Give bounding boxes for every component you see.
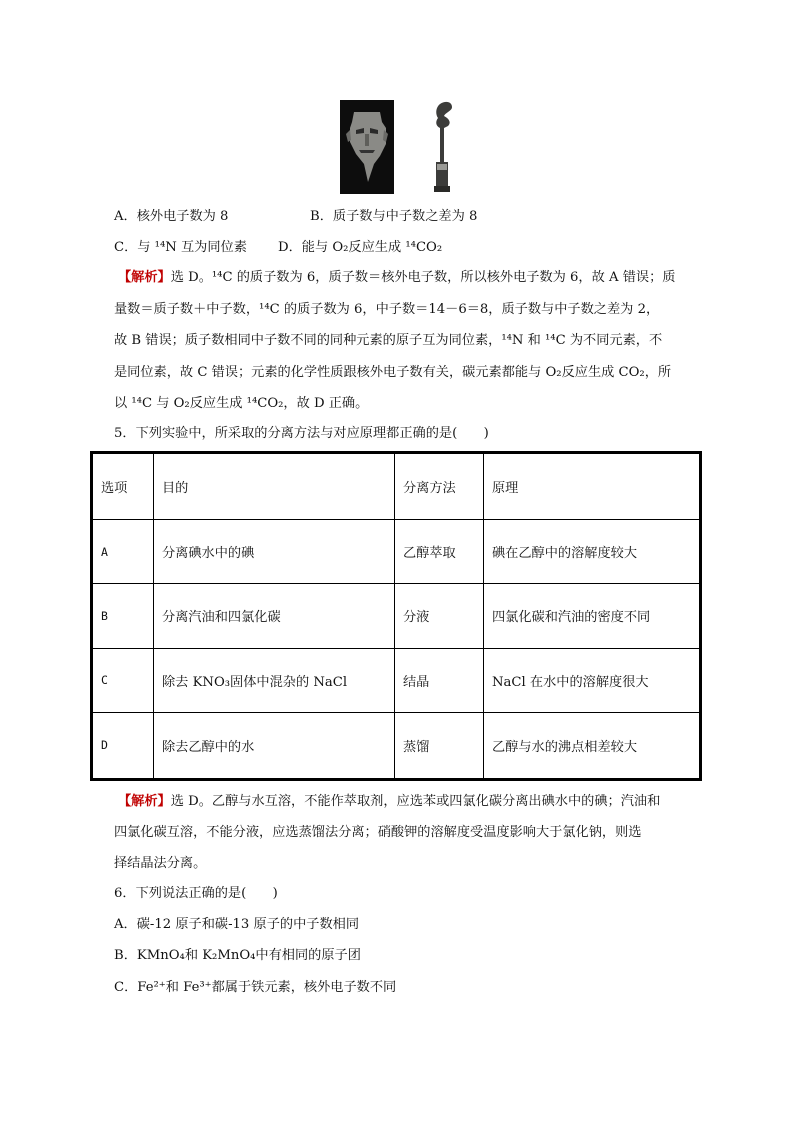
q6-option-c: C．Fe²⁺和 Fe³⁺都属于铁元素，核外电子数不同 (114, 980, 397, 995)
q4-option-a: A．核外电子数为 8 (114, 209, 229, 224)
q5-analysis-line-2: 四氯化碳互溶，不能分液，应选蒸馏法分离；硝酸钾的溶解度受温度影响大于氯化钠，则选 (114, 825, 642, 840)
q4-option-b: B．质子数与中子数之差为 8 (310, 209, 478, 224)
analysis-tag: 【解析】 (118, 270, 171, 285)
table-header-cell: 原理 (484, 453, 701, 520)
q5-analysis-line-1: 【解析】选 D。乙醇与水互溶，不能作萃取剂，应选苯或四氯化碳分离出碘水中的碘；汽油和 (118, 794, 661, 809)
table-cell: 乙醇萃取 (395, 520, 484, 584)
q4-option-d: D．能与 O₂反应生成 ¹⁴CO₂ (278, 240, 443, 255)
analysis-tag: 【解析】 (118, 794, 171, 809)
separation-methods-table (90, 451, 702, 781)
table-header-cell: 目的 (154, 453, 395, 520)
table-cell: 碘在乙醇中的溶解度较大 (484, 520, 701, 584)
q6-stem: 6．下列说法正确的是( ) (114, 886, 278, 901)
q6-option-b: B．KMnO₄和 K₂MnO₄中有相同的原子团 (114, 948, 361, 963)
q4-analysis-line-2: 量数＝质子数＋中子数，¹⁴C 的质子数为 6，中子数＝14－6＝8，质子数与中子数之差为 2， (114, 302, 660, 317)
q5-stem: 5．下列实验中，所采取的分离方法与对应原理都正确的是( ) (114, 426, 489, 441)
table-cell: 分液 (395, 584, 484, 648)
table-row (92, 520, 701, 584)
table-cell: D (92, 712, 154, 779)
table-header-row (92, 453, 701, 520)
table-cell: 除去 KNO₃固体中混杂的 NaCl (154, 648, 395, 712)
table-cell: 分离碘水中的碘 (154, 520, 395, 584)
table-row (92, 584, 701, 648)
table-row (92, 648, 701, 712)
table-header-cell: 选项 (92, 453, 154, 520)
table-cell: 蒸馏 (395, 712, 484, 779)
q5-analysis-line-3: 择结晶法分离。 (114, 856, 207, 871)
table-cell: 分离汽油和四氯化碳 (154, 584, 395, 648)
table-header-cell: 分离方法 (395, 453, 484, 520)
table-cell: NaCl 在水中的溶解度很大 (484, 648, 701, 712)
q6-option-a: A．碳-12 原子和碳-13 原子的中子数相同 (114, 917, 360, 932)
bronze-statue-image (426, 100, 466, 194)
bronze-mask-image (340, 100, 394, 194)
table-row (92, 712, 701, 779)
table-cell: B (92, 584, 154, 648)
table-cell: 除去乙醇中的水 (154, 712, 395, 779)
table-cell: 四氯化碳和汽油的密度不同 (484, 584, 701, 648)
q4-analysis-line-3: 故 B 错误；质子数相同中子数不同的同种元素的原子互为同位素，¹⁴N 和 ¹⁴C 为不同元素，不 (114, 333, 663, 348)
table-cell: 乙醇与水的沸点相差较大 (484, 712, 701, 779)
q4-analysis-line-1: 【解析】选 D。¹⁴C 的质子数为 6，质子数＝核外电子数，所以核外电子数为 6，故 A 错误；质 (118, 270, 676, 285)
table-cell: A (92, 520, 154, 584)
q4-analysis-line-5: 以 ¹⁴C 与 O₂反应生成 ¹⁴CO₂，故 D 正确。 (114, 396, 369, 411)
table-cell: C (92, 648, 154, 712)
q4-analysis-line-4: 是同位素，故 C 错误；元素的化学性质跟核外电子数有关，碳元素都能与 O₂反应生成 CO₂，所 (114, 365, 672, 380)
q4-option-c: C．与 ¹⁴N 互为同位素 (114, 240, 247, 255)
table-cell: 结晶 (395, 648, 484, 712)
figure-group (340, 100, 470, 194)
